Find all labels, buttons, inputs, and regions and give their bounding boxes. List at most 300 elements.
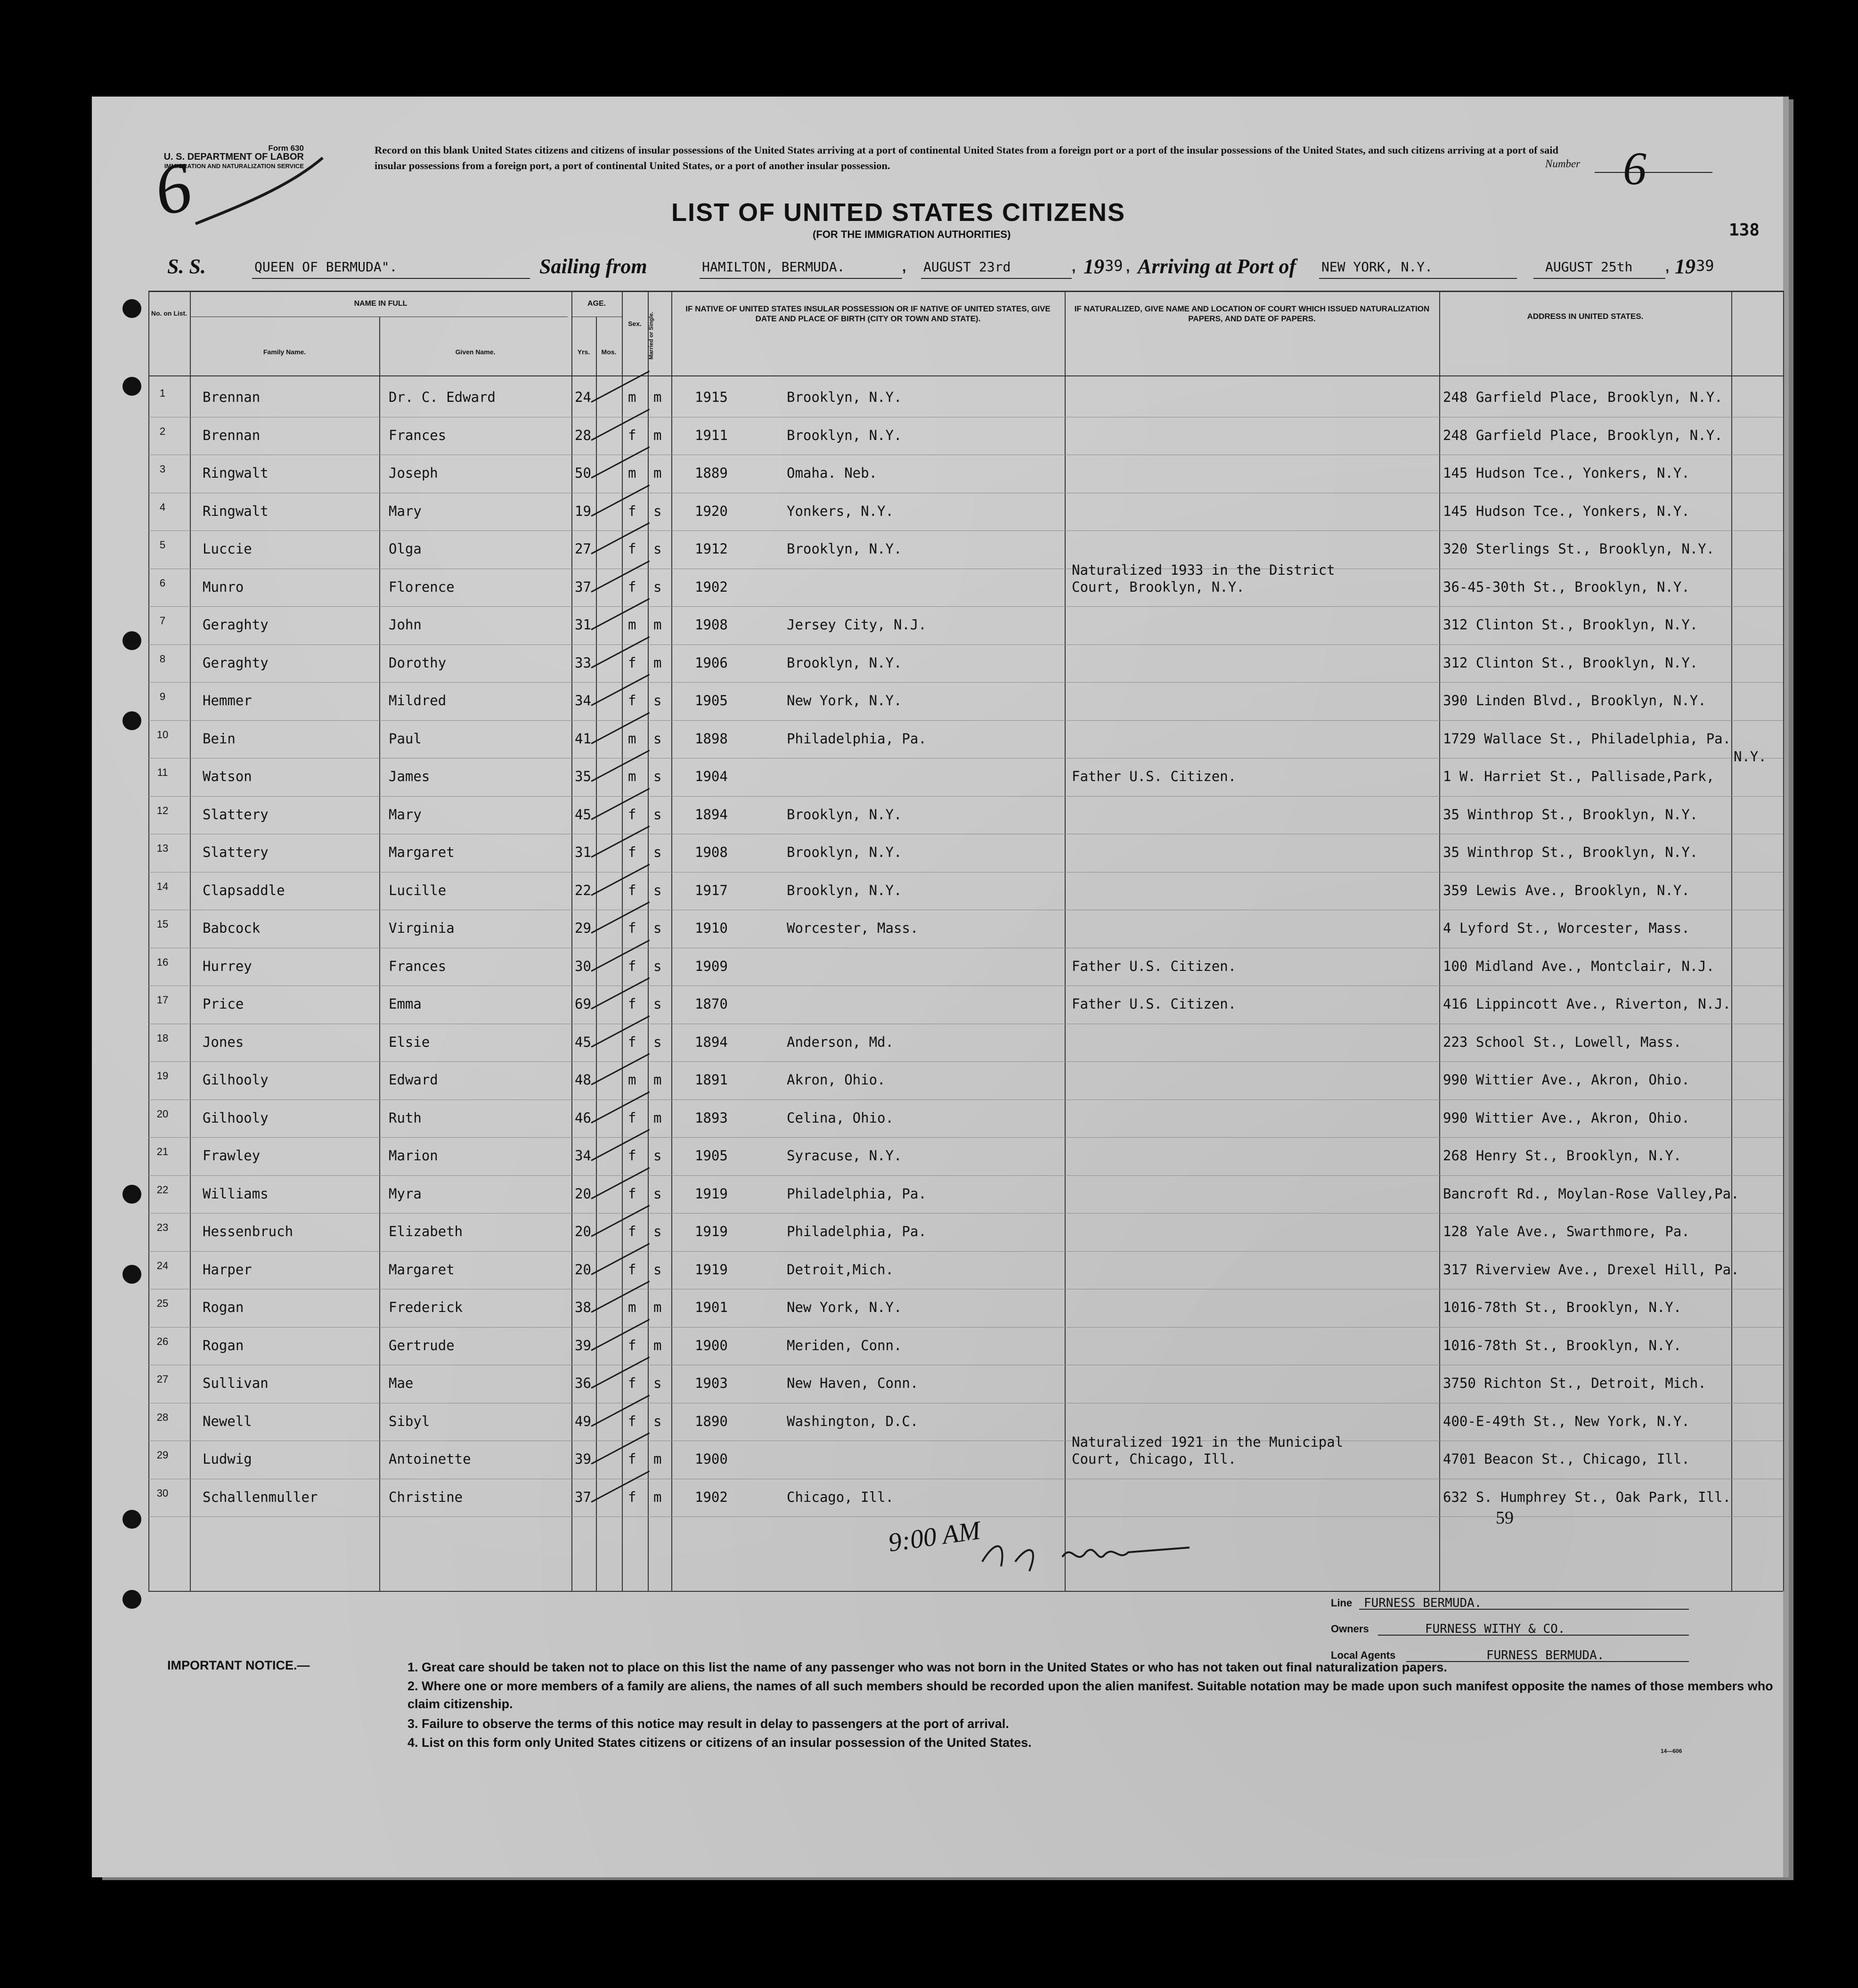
family-name: Ludwig [203, 1451, 252, 1467]
col-no-header: No. on List. [151, 310, 187, 317]
family-name: Munro [203, 578, 244, 595]
passenger-table [148, 291, 1783, 1591]
sex: f [628, 806, 636, 823]
given-name: Frances [389, 958, 447, 974]
given-name: Sibyl [389, 1413, 430, 1429]
age-years: 69 [575, 996, 591, 1012]
sex: f [628, 654, 636, 671]
sailing-label: Sailing from [539, 255, 647, 278]
notice-item-3: 3. Failure to observe the terms of this notice may result in delay to passengers at the port of arrival. [407, 1717, 1009, 1731]
sex: f [628, 958, 636, 974]
address: 320 Sterlings St., Brooklyn, N.Y. [1443, 541, 1715, 557]
table-row [148, 421, 1783, 459]
table-row [148, 800, 1783, 838]
line-underline [1359, 1609, 1689, 1610]
family-name: Bein [203, 730, 236, 747]
marital-status: s [653, 1261, 662, 1278]
naturalization: Naturalized 1921 in the Municipal [1072, 1434, 1344, 1450]
marital-status: m [653, 427, 662, 443]
age-years: 31 [575, 844, 591, 860]
page-title: LIST OF UNITED STATES CITIZENS [671, 198, 1125, 227]
birth-place: Philadelphia, Pa. [787, 1185, 927, 1202]
address: 416 Lippincott Ave., Riverton, N.J. [1443, 996, 1731, 1012]
age-years: 48 [575, 1072, 591, 1088]
address: 128 Yale Ave., Swarthmore, Pa. [1443, 1223, 1690, 1239]
row-number: 20 [156, 1108, 169, 1120]
address: 632 S. Humphrey St., Oak Park, Ill. [1443, 1489, 1731, 1505]
sex: f [628, 503, 636, 519]
sailing-date: AUGUST 23rd [923, 259, 1011, 275]
sex: f [628, 1375, 636, 1391]
comma-1: , [902, 259, 906, 275]
given-name: Joseph [389, 465, 438, 481]
ss-label: S. S. [167, 255, 206, 278]
address: 4 Lyford St., Worcester, Mass. [1443, 920, 1690, 936]
address: 317 Riverview Ave., Drexel Hill, Pa. [1443, 1261, 1739, 1278]
marital-status: m [653, 389, 662, 405]
table-row [148, 1217, 1783, 1255]
address: 312 Clinton St., Brooklyn, N.Y. [1443, 654, 1698, 671]
birth-year: 1902 [695, 1489, 728, 1505]
marital-status: s [653, 996, 662, 1012]
family-name: Jones [203, 1034, 244, 1050]
sex: m [628, 1299, 636, 1315]
age-years: 24 [575, 389, 591, 405]
sex: f [628, 541, 636, 557]
given-name: Mary [389, 806, 422, 823]
header-instructions: Record on this blank United States citizens and citizens of insular possessions of the United States arriving at a port of continental United States from a foreign port or a port of the insular possessions of the United States, and such citizens arriving at a port of said insular possessions from a foreign port, a port of continental United States, or a port of another insular possession. [375, 144, 1558, 171]
row-number: 13 [156, 842, 169, 854]
notice-item-1: 1. Great care should be taken not to place on this list the name of any passenger who was not born in the United States or who has not taken out final naturalization papers. [407, 1660, 1447, 1674]
birth-place: Jersey City, N.J. [787, 617, 927, 633]
table-row [148, 497, 1783, 535]
table-row [148, 989, 1783, 1027]
row-number: 23 [156, 1222, 169, 1233]
family-name: Price [203, 996, 244, 1012]
birth-year: 1902 [695, 578, 728, 595]
marital-status: s [653, 882, 662, 898]
sex: m [628, 465, 636, 481]
age-years: 20 [575, 1185, 591, 1202]
naturalization: Father U.S. Citizen. [1072, 768, 1237, 784]
arrival-year-prefix: 19 [1675, 255, 1695, 278]
given-name: Lucille [389, 882, 447, 898]
marital-status: m [653, 617, 662, 633]
birth-year: 1900 [695, 1337, 728, 1353]
birth-place: Detroit,Mich. [787, 1261, 894, 1278]
given-name: Gertrude [389, 1337, 455, 1353]
sex: f [628, 1413, 636, 1429]
sex: f [628, 1489, 636, 1505]
marital-status: m [653, 1072, 662, 1088]
age-years: 20 [575, 1223, 591, 1239]
given-name: Olga [389, 541, 422, 557]
age-years: 37 [575, 578, 591, 595]
given-name: Mildred [389, 693, 447, 709]
col-marital-header: Married or Single. [648, 311, 654, 359]
birth-year: 1915 [695, 389, 728, 405]
row-number: 21 [156, 1146, 169, 1157]
row-number: 25 [156, 1297, 169, 1309]
marital-status: m [653, 1299, 662, 1315]
birth-place: Omaha. Neb. [787, 465, 878, 481]
sailing-date-underline [921, 278, 1072, 279]
row-number: 18 [156, 1032, 169, 1044]
line-value: FURNESS BERMUDA. [1364, 1596, 1482, 1610]
given-name: Frederick [389, 1299, 463, 1315]
birth-place: New York, N.Y. [787, 1299, 902, 1315]
family-name: Gilhooly [203, 1109, 269, 1126]
sailing-year: 39 [1105, 257, 1123, 275]
handwritten-initials [978, 1529, 1213, 1576]
table-row [148, 1293, 1783, 1331]
arrival-port-underline [1319, 278, 1517, 279]
corner-handwritten-mark: 6 [147, 147, 199, 231]
birth-year: 1891 [695, 1072, 728, 1088]
address: 1016-78th St., Brooklyn, N.Y. [1443, 1299, 1682, 1315]
birth-place: Meriden, Conn. [787, 1337, 902, 1353]
family-name: Hemmer [203, 693, 252, 709]
birth-place: Brooklyn, N.Y. [787, 882, 902, 898]
address: 400-E-49th St., New York, N.Y. [1443, 1413, 1690, 1429]
age-years: 31 [575, 617, 591, 633]
birth-place: Philadelphia, Pa. [787, 730, 927, 747]
address: 248 Garfield Place, Brooklyn, N.Y. [1443, 389, 1723, 405]
col-naturalized-header: IF NATURALIZED, GIVE NAME AND LOCATION OF COURT WHICH ISSUED NATURALIZATION PAPERS, AND DATE OF PAPERS. [1074, 304, 1430, 323]
list-number: 6 [1623, 142, 1646, 195]
marital-status: s [653, 844, 662, 860]
marital-status: s [653, 920, 662, 936]
birth-year: 1894 [695, 1034, 728, 1050]
family-name: Geraghty [203, 654, 269, 671]
sex: f [628, 1451, 636, 1467]
sex: f [628, 1034, 636, 1050]
punch-hole [122, 1510, 141, 1529]
number-label: Number [1545, 158, 1581, 170]
marital-status: s [653, 541, 662, 557]
age-years: 46 [575, 1109, 591, 1126]
marital-status: s [653, 1185, 662, 1202]
punch-hole [122, 1265, 141, 1284]
page-number: 138 [1729, 220, 1760, 240]
sex: f [628, 1223, 636, 1239]
naturalization-line-2: Court, Brooklyn, N.Y. [1072, 578, 1245, 595]
col-mos-header: Mos. [601, 348, 617, 356]
row-number: 30 [156, 1487, 169, 1499]
given-name: Myra [389, 1185, 422, 1202]
sex: f [628, 693, 636, 709]
given-name: Elsie [389, 1034, 430, 1050]
family-name: Harper [203, 1261, 252, 1278]
address: Bancroft Rd., Moylan-Rose Valley,Pa. [1443, 1185, 1739, 1202]
birth-year: 1901 [695, 1299, 728, 1315]
address: 359 Lewis Ave., Brooklyn, N.Y. [1443, 882, 1690, 898]
family-name: Newell [203, 1413, 252, 1429]
address: 4701 Beacon St., Chicago, Ill. [1443, 1451, 1690, 1467]
age-years: 45 [575, 806, 591, 823]
age-years: 27 [575, 541, 591, 557]
family-name: Rogan [203, 1299, 244, 1315]
marital-status: s [653, 1148, 662, 1164]
col-sex-header: Sex. [628, 320, 642, 327]
local-agents-label: Local Agents [1331, 1649, 1396, 1661]
notice-item-2: 2. Where one or more members of a family are aliens, the names of all such members should be recorded upon the alien manifest. Suitable notation may be made upon such manifest opposite the names of those members who claim citizenship. [407, 1679, 1773, 1711]
age-years: 20 [575, 1261, 591, 1278]
owners-value: FURNESS WITHY & CO. [1425, 1622, 1565, 1636]
table-row [148, 458, 1783, 497]
sex: f [628, 1148, 636, 1164]
address-continuation: N.Y. [1734, 749, 1767, 765]
family-name: Brennan [203, 389, 261, 405]
form-identifier [148, 144, 304, 171]
given-name: Christine [389, 1489, 463, 1505]
marital-status: m [653, 1489, 662, 1505]
birth-year: 1919 [695, 1185, 728, 1202]
row-number: 4 [159, 501, 166, 513]
table-row [148, 610, 1783, 648]
row-number: 10 [156, 728, 169, 741]
given-name: Emma [389, 996, 422, 1012]
page-subtitle: (FOR THE IMMIGRATION AUTHORITIES) [813, 228, 1011, 240]
birth-year: 1905 [695, 1148, 728, 1164]
given-name: Dorothy [389, 654, 447, 671]
department-name: U. S. DEPARTMENT OF LABOR [163, 152, 304, 162]
arrival-year: 39 [1696, 257, 1714, 275]
table-row [148, 1407, 1783, 1445]
birth-year: 1894 [695, 806, 728, 823]
given-name: Dr. C. Edward [389, 389, 496, 405]
sex: m [628, 730, 636, 747]
address: 268 Henry St., Brooklyn, N.Y. [1443, 1148, 1682, 1164]
given-name: Elizabeth [389, 1223, 463, 1239]
given-name: Antoinette [389, 1451, 471, 1467]
family-name: Watson [203, 768, 252, 784]
marital-status: s [653, 693, 662, 709]
given-name: Frances [389, 427, 447, 443]
family-name: Clapsaddle [203, 882, 285, 898]
address: 35 Winthrop St., Brooklyn, N.Y. [1443, 806, 1698, 823]
address: 145 Hudson Tce., Yonkers, N.Y. [1443, 503, 1690, 519]
birth-year: 1893 [695, 1109, 728, 1126]
family-name: Luccie [203, 541, 252, 557]
col-birth-header: IF NATIVE OF UNITED STATES INSULAR POSSESSION OR IF NATIVE OF UNITED STATES, GIVE DATE AND PLACE OF BIRTH (CITY OR TOWN AND STATE). [685, 304, 1051, 323]
given-name: Mary [389, 503, 422, 519]
age-years: 49 [575, 1413, 591, 1429]
naturalization-line-2: Court, Chicago, Ill. [1072, 1451, 1237, 1467]
row-number: 17 [156, 994, 169, 1006]
table-row [148, 383, 1783, 421]
sex: m [628, 768, 636, 784]
sex: f [628, 427, 636, 443]
marital-status: s [653, 1413, 662, 1429]
birth-place: Akron, Ohio. [787, 1072, 886, 1088]
sex: m [628, 1072, 636, 1088]
age-years: 28 [575, 427, 591, 443]
address: 36-45-30th St., Brooklyn, N.Y. [1443, 578, 1690, 595]
birth-year: 1890 [695, 1413, 728, 1429]
family-name: Schallenmuller [203, 1489, 318, 1505]
birth-year: 1904 [695, 768, 728, 784]
marital-status: m [653, 1109, 662, 1126]
table-row [148, 534, 1783, 572]
row-number: 6 [159, 577, 166, 589]
address: 145 Hudson Tce., Yonkers, N.Y. [1443, 465, 1690, 481]
table-row [148, 562, 1783, 611]
col-name-header: NAME IN FULL [354, 300, 407, 308]
row-number: 8 [159, 652, 166, 665]
sex: f [628, 1261, 636, 1278]
row-number: 1 [159, 387, 166, 399]
table-row [148, 913, 1783, 952]
naturalization: Father U.S. Citizen. [1072, 958, 1237, 974]
punch-hole [122, 1185, 141, 1204]
given-name: Edward [389, 1072, 438, 1088]
marital-status: s [653, 1034, 662, 1050]
age-years: 19 [575, 503, 591, 519]
birth-year: 1889 [695, 465, 728, 481]
table-row [148, 1103, 1783, 1141]
comma-4: , [1665, 259, 1670, 275]
marital-status: s [653, 1375, 662, 1391]
family-name: Ringwalt [203, 503, 269, 519]
family-name: Geraghty [203, 617, 269, 633]
sex: f [628, 1337, 636, 1353]
marital-status: s [653, 768, 662, 784]
punch-hole [122, 631, 141, 650]
marital-status: s [653, 958, 662, 974]
sailing-port-underline [700, 278, 902, 279]
birth-year: 1898 [695, 730, 728, 747]
age-years: 30 [575, 958, 591, 974]
birth-place: Chicago, Ill. [787, 1489, 894, 1505]
col-yrs-header: Yrs. [577, 348, 590, 356]
birth-year: 1909 [695, 958, 728, 974]
family-name: Frawley [203, 1148, 261, 1164]
birth-year: 1920 [695, 503, 728, 519]
table-row [148, 1141, 1783, 1179]
form-number: Form 630 [268, 144, 304, 153]
birth-year: 1908 [695, 844, 728, 860]
marital-status: m [653, 1337, 662, 1353]
comma-3: , [1126, 259, 1130, 275]
sex: f [628, 844, 636, 860]
address: 390 Linden Blvd., Brooklyn, N.Y. [1443, 693, 1706, 709]
given-name: James [389, 768, 430, 784]
address: 100 Midland Ave., Montclair, N.J. [1443, 958, 1715, 974]
birth-year: 1919 [695, 1261, 728, 1278]
given-name: Margaret [389, 1261, 455, 1278]
handwritten-time: 9:00 AM [886, 1515, 982, 1558]
address: 3750 Richton St., Detroit, Mich. [1443, 1375, 1706, 1391]
given-name: Mae [389, 1375, 414, 1391]
number-underline [1595, 172, 1712, 173]
table-row [148, 952, 1783, 990]
age-years: 38 [575, 1299, 591, 1315]
sex: f [628, 996, 636, 1012]
table-row [148, 1065, 1783, 1103]
birth-year: 1910 [695, 920, 728, 936]
notice-item-4: 4. List on this form only United States citizens or citizens of an insular possession of the United States. [407, 1735, 1032, 1750]
birth-place: Brooklyn, N.Y. [787, 389, 902, 405]
given-name: Paul [389, 730, 422, 747]
punch-hole [122, 711, 141, 730]
age-years: 29 [575, 920, 591, 936]
punch-hole [122, 377, 141, 396]
marital-status: s [653, 1223, 662, 1239]
birth-year: 1900 [695, 1451, 728, 1467]
age-years: 35 [575, 768, 591, 784]
age-years: 41 [575, 730, 591, 747]
age-years: 33 [575, 654, 591, 671]
marital-status: m [653, 1451, 662, 1467]
sex: f [628, 1185, 636, 1202]
birth-year: 1919 [695, 1223, 728, 1239]
notice-heading: IMPORTANT NOTICE.— [167, 1658, 310, 1672]
row-number: 26 [156, 1335, 169, 1347]
birth-year: 1917 [695, 882, 728, 898]
birth-year: 1906 [695, 654, 728, 671]
birth-place: Brooklyn, N.Y. [787, 541, 902, 557]
sailing-port: HAMILTON, BERMUDA. [702, 259, 845, 275]
row-number: 14 [156, 880, 169, 892]
address: 1729 Wallace St., Philadelphia, Pa. [1443, 730, 1731, 747]
family-name: Hessenbruch [203, 1223, 293, 1239]
table-row [148, 749, 1783, 800]
table-row [148, 1331, 1783, 1369]
sailing-year-prefix: 19 [1084, 255, 1104, 278]
family-name: Hurrey [203, 958, 252, 974]
address: 1 W. Harriet St., Pallisade,Park, [1443, 768, 1715, 784]
table-row [148, 1369, 1783, 1407]
col-given-header: Given Name. [455, 348, 496, 356]
table-row [148, 876, 1783, 914]
birth-place: Brooklyn, N.Y. [787, 654, 902, 671]
marital-status: s [653, 503, 662, 519]
given-name: Marion [389, 1148, 438, 1164]
margin-note: 59 [1496, 1508, 1514, 1528]
family-name: Sullivan [203, 1375, 269, 1391]
family-name: Gilhooly [203, 1072, 269, 1088]
birth-place: New Haven, Conn. [787, 1375, 919, 1391]
birth-year: 1903 [695, 1375, 728, 1391]
birth-place: Yonkers, N.Y. [787, 503, 894, 519]
col-address-header: ADDRESS IN UNITED STATES. [1527, 312, 1644, 321]
row-number: 19 [156, 1070, 169, 1082]
row-number: 27 [156, 1373, 169, 1385]
marital-status: s [653, 806, 662, 823]
col-age-header: AGE. [587, 300, 606, 308]
row-number: 2 [159, 425, 166, 437]
family-name: Slattery [203, 806, 269, 823]
birth-place: Syracuse, N.Y. [787, 1148, 902, 1164]
footer-code: 14—606 [1661, 1748, 1682, 1754]
punch-hole [122, 299, 141, 318]
comma-2: , [1072, 259, 1076, 275]
row-number: 15 [156, 918, 169, 930]
family-name: Brennan [203, 427, 261, 443]
table-row [148, 1434, 1783, 1483]
given-name: Florence [389, 578, 455, 595]
birth-year: 1908 [695, 617, 728, 633]
row-number: 11 [157, 766, 168, 778]
naturalization: Father U.S. Citizen. [1072, 996, 1237, 1012]
birth-place: New York, N.Y. [787, 693, 902, 709]
address: 248 Garfield Place, Brooklyn, N.Y. [1443, 427, 1723, 443]
sex: f [628, 920, 636, 936]
arrival-date-underline [1533, 278, 1665, 279]
row-number: 16 [156, 956, 169, 968]
punch-hole [122, 1590, 141, 1609]
